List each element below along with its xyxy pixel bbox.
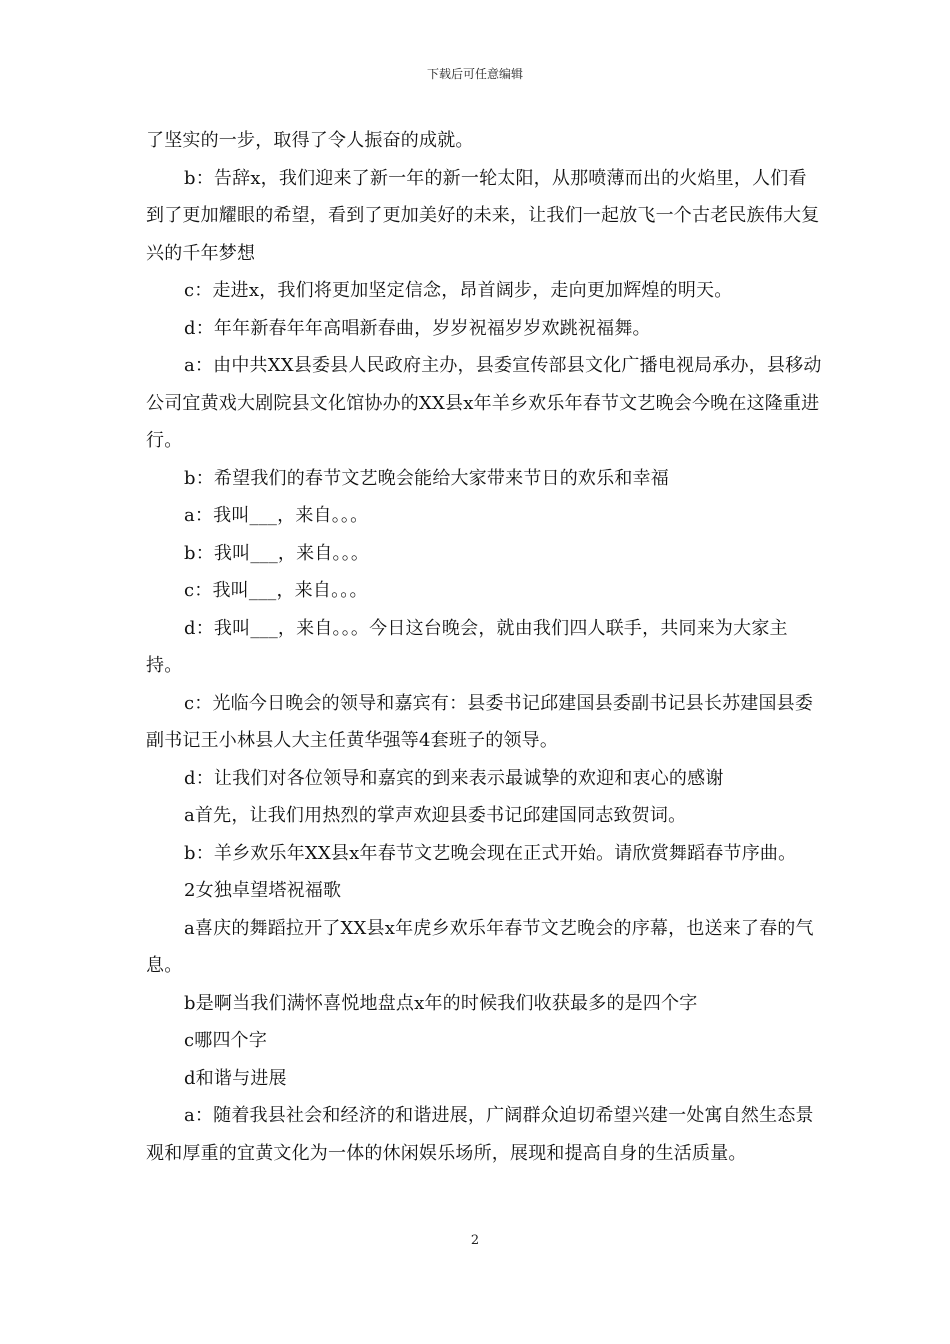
paragraph: b是啊当我们满怀喜悦地盘点x年的时候我们收获最多的是四个字 bbox=[184, 992, 698, 1014]
paragraph: a：由中共XX县委县人民政府主办，县委宣传部县文化广播电视局承办，县移动公司宜黄戏大剧院县文化馆协办的XX县x年羊乡欢乐年春节文艺晚会今晚在这隆重进行。 bbox=[146, 355, 822, 451]
paragraph: a：我叫___，来自。。。 bbox=[184, 505, 369, 526]
paragraph: a喜庆的舞蹈拉开了XX县x年虎乡欢乐年春节文艺晚会的序幕，也送来了春的气息。 bbox=[146, 917, 814, 976]
paragraph: b：希望我们的春节文艺晚会能给大家带来节日的欢乐和幸福 bbox=[184, 467, 669, 489]
paragraph: d：让我们对各位领导和嘉宾的到来表示最诚挚的欢迎和衷心的感谢 bbox=[184, 767, 724, 789]
paragraph: c：走进x，我们将更加坚定信念，昂首阔步，走向更加辉煌的明天。 bbox=[184, 280, 733, 301]
paragraph: d：我叫___，来自。。。今日这台晚会，就由我们四人联手，共同来为大家主持。 bbox=[146, 617, 788, 676]
paragraph: d和谐与进展 bbox=[184, 1067, 287, 1089]
paragraph: c哪四个字 bbox=[184, 1030, 268, 1051]
page-number: 2 bbox=[470, 1233, 480, 1248]
page-header: 下载后可任意编辑 bbox=[426, 67, 523, 81]
paragraph: a：随着我县社会和经济的和谐进展，广阔群众迫切希望兴建一处寓自然生态景观和厚重的宜黄文化为一体的休闲娱乐场所，展现和提高自身的生活质量。 bbox=[146, 1105, 814, 1164]
paragraph: d：年年新春年年高唱新春曲，岁岁祝福岁岁欢跳祝福舞。 bbox=[184, 317, 651, 339]
paragraph: a首先，让我们用热烈的掌声欢迎县委书记邱建国同志致贺词。 bbox=[184, 805, 687, 826]
paragraph: b：告辞x，我们迎来了新一年的新一轮太阳，从那喷薄而出的火焰里，人们看到了更加耀眼的希望，看到了更加美好的未来，让我们一起放飞一个古老民族伟大复兴的千年梦想 bbox=[146, 167, 820, 264]
paragraph: c：光临今日晚会的领导和嘉宾有：县委书记邱建国县委副书记县长苏建国县委副书记王小林县人大主任黄华强等4套班子的领导。 bbox=[146, 692, 814, 751]
paragraph: 2女独卓望塔祝福歌 bbox=[184, 880, 342, 901]
paragraph: 了坚实的一步，取得了令人振奋的成就。 bbox=[146, 130, 474, 151]
document-body bbox=[146, 122, 822, 1172]
paragraph: b：我叫___，来自。。。 bbox=[184, 542, 370, 564]
paragraph: b：羊乡欢乐年XX县x年春节文艺晚会现在正式开始。请欣赏舞蹈春节序曲。 bbox=[184, 842, 797, 864]
paragraph: c：我叫___，来自。。。 bbox=[184, 580, 368, 601]
